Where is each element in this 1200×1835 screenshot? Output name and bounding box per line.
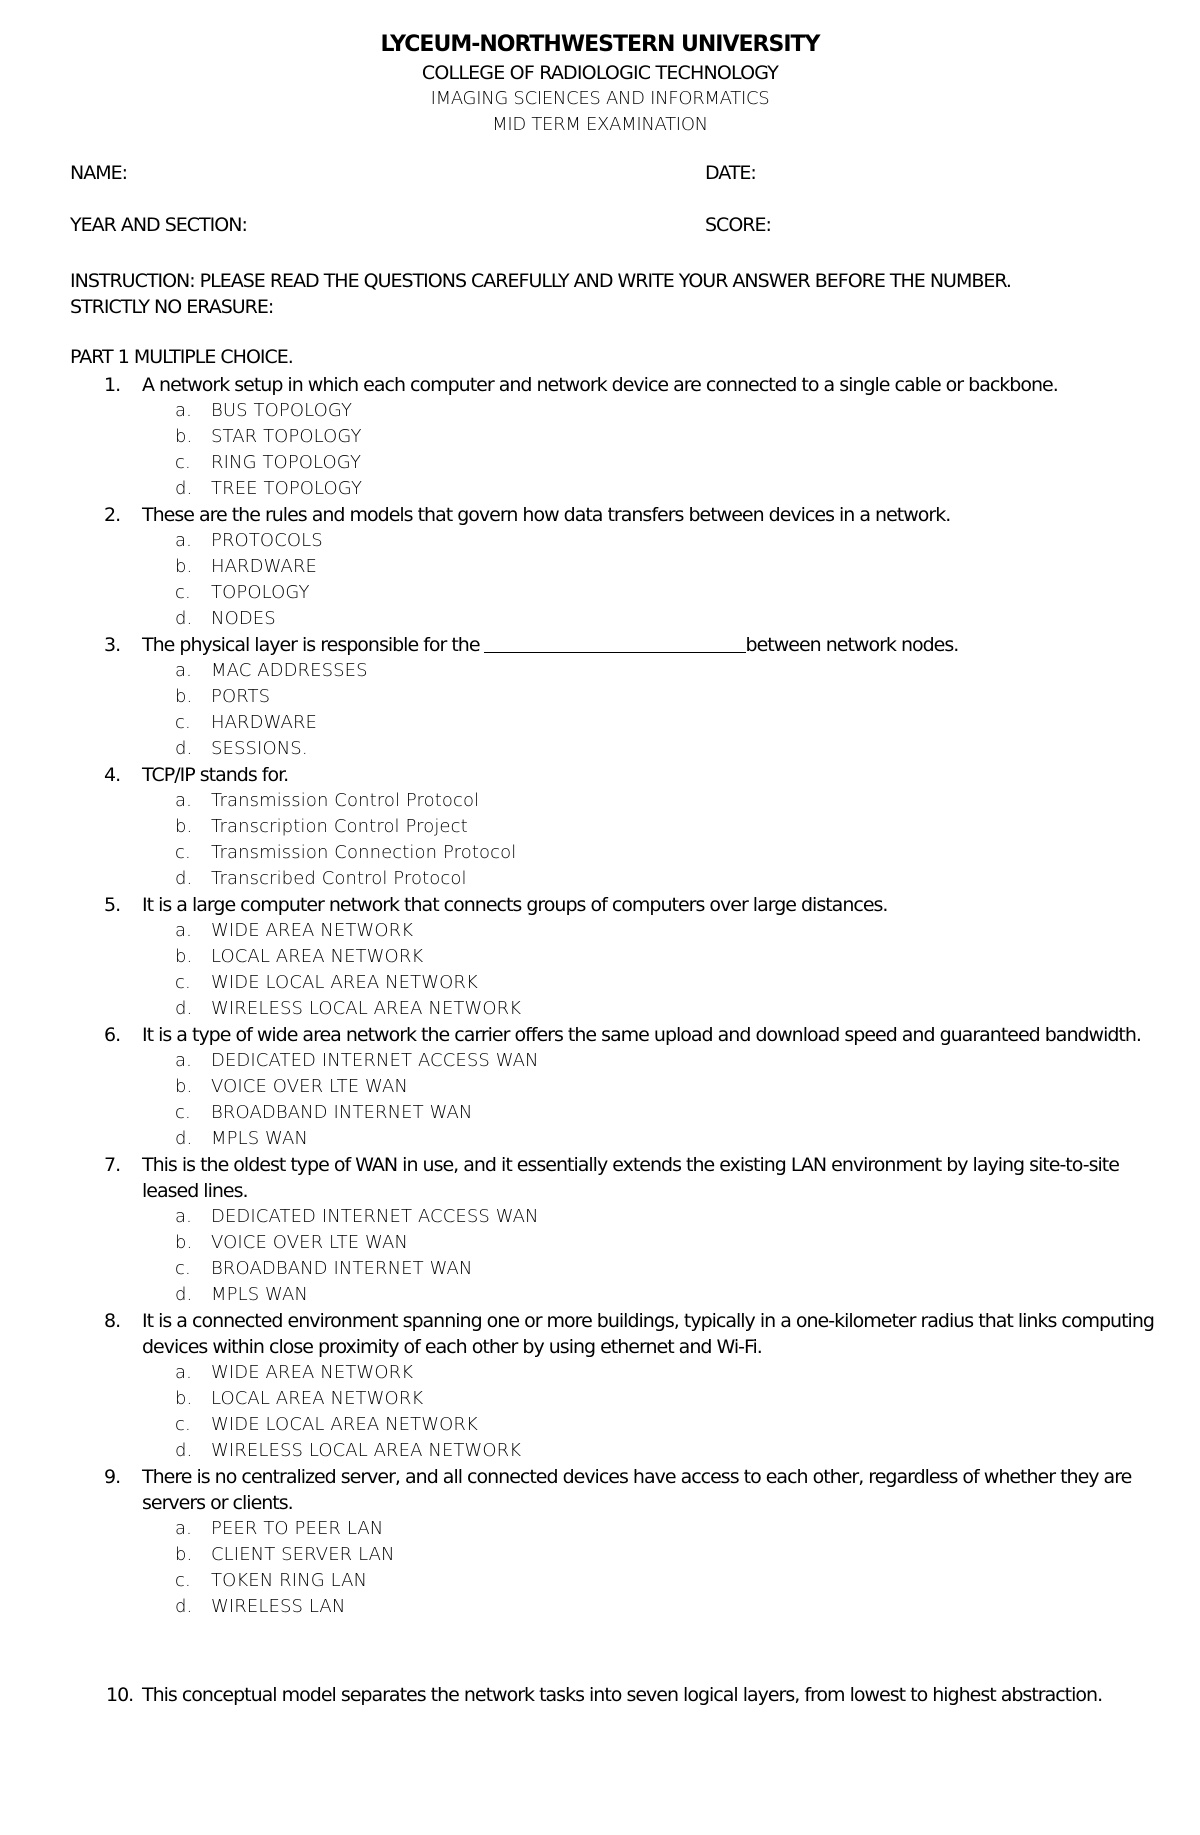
option-letter: c. [175,1102,191,1123]
option-c [70,970,1160,996]
option-text: DEDICATED INTERNET ACCESS WAN [211,1050,539,1071]
option-text: WIDE LOCAL AREA NETWORK [211,972,478,993]
option-b [70,1386,1160,1412]
option-text: PORTS [211,686,271,707]
option-a [70,658,1160,684]
option-text: MPLS WAN [211,1284,308,1305]
option-letter: a. [175,530,192,551]
option-d [70,736,1160,762]
option-text: NODES [211,608,276,629]
option-letter: c. [175,972,191,993]
question-number: 2. [104,504,121,526]
question-text: TCP/IP stands for. [142,764,289,786]
question-number: 3. [104,634,121,656]
name-field-label: NAME: [70,162,128,184]
option-text: BROADBAND INTERNET WAN [211,1102,473,1123]
options-list [142,398,1160,502]
question-1 [70,372,1160,502]
option-letter: d. [175,738,193,759]
option-a [70,398,1160,424]
question-number: 7. [104,1154,121,1176]
option-letter: a. [175,1518,192,1539]
option-text: MAC ADDRESSES [211,660,368,681]
field-row-1 [70,162,1150,214]
question-text: A network setup in which each computer and network device are connected to a single cable or backbone. [142,374,1058,396]
question-number: 4. [104,764,121,786]
option-c [70,450,1160,476]
options-list [142,1360,1160,1464]
option-a [70,1048,1160,1074]
option-a [70,1204,1160,1230]
option-text: WIDE LOCAL AREA NETWORK [211,1414,478,1435]
options-list [142,658,1160,762]
instruction-line-1: INSTRUCTION: PLEASE READ THE QUESTIONS CAREFULLY AND WRITE YOUR ANSWER BEFORE THE NUMBER. [70,270,1011,292]
option-d [70,866,1160,892]
option-letter: c. [175,1570,191,1591]
option-a [70,1360,1160,1386]
option-letter: a. [175,400,192,421]
options-list [142,788,1160,892]
spacer [70,1620,1160,1682]
option-letter: a. [175,790,192,811]
option-letter: c. [175,582,191,603]
option-c [70,1568,1160,1594]
option-c [70,1256,1160,1282]
university-name: LYCEUM-NORTHWESTERN UNIVERSITY [380,32,820,57]
option-letter: b. [175,816,193,837]
option-letter: b. [175,1076,193,1097]
option-text: RING TOPOLOGY [211,452,362,473]
option-c [70,1100,1160,1126]
question-number: 5. [104,894,121,916]
option-text: MPLS WAN [211,1128,308,1149]
date-field-label: DATE: [705,162,756,184]
option-text: VOICE OVER LTE WAN [211,1076,408,1097]
option-b [70,1074,1160,1100]
option-a [70,918,1160,944]
option-letter: b. [175,1388,193,1409]
option-text: WIRELESS LOCAL AREA NETWORK [211,1440,522,1461]
option-d [70,1594,1160,1620]
option-text: LOCAL AREA NETWORK [211,1388,424,1409]
option-letter: c. [175,842,191,863]
question-text: It is a large computer network that connects groups of computers over large distances. [142,894,888,916]
question-7 [70,1152,1160,1308]
option-text: HARDWARE [211,712,318,733]
option-letter: d. [175,608,193,629]
question-5 [70,892,1160,1022]
question-number: 1. [104,374,121,396]
option-d [70,606,1160,632]
option-text: TOKEN RING LAN [211,1570,368,1591]
part-heading: PART 1 MULTIPLE CHOICE. [70,346,293,368]
options-list [142,1516,1160,1620]
options-list [142,918,1160,1022]
option-a [70,528,1160,554]
question-text: There is no centralized server, and all connected devices have access to each other, regardless of whether they are servers or clients. [142,1466,1132,1514]
score-field-label: SCORE: [705,214,771,236]
question-8 [70,1308,1160,1464]
option-letter: a. [175,1362,192,1383]
option-letter: a. [175,660,192,681]
year-section-field-label: YEAR AND SECTION: [70,214,247,236]
option-text: BUS TOPOLOGY [211,400,353,421]
question-text: This is the oldest type of WAN in use, and it essentially extends the existing LAN environment by laying site-to-site leased lines. [142,1154,1119,1202]
exam-title: MID TERM EXAMINATION [492,114,708,135]
option-c [70,1412,1160,1438]
question-list [70,372,1160,1708]
option-text: PEER TO PEER LAN [211,1518,384,1539]
college-name: COLLEGE OF RADIOLOGIC TECHNOLOGY [421,62,779,84]
question-6 [70,1022,1160,1152]
question-text [142,632,1160,658]
question-text: It is a type of wide area network the carrier offers the same upload and download speed and guaranteed bandwidth. [142,1024,1141,1046]
option-text: SESSIONS. [211,738,308,759]
option-letter: b. [175,426,193,447]
option-b [70,944,1160,970]
question-2 [70,502,1160,632]
option-letter: b. [175,946,193,967]
option-letter: d. [175,868,193,889]
option-text: Transcribed Control Protocol [211,868,467,889]
options-list [142,1204,1160,1308]
option-c [70,710,1160,736]
option-text: BROADBAND INTERNET WAN [211,1258,473,1279]
option-text: VOICE OVER LTE WAN [211,1232,408,1253]
answer-blank-line [484,634,746,653]
option-letter: d. [175,478,193,499]
option-d [70,1438,1160,1464]
question-number: 10. [106,1684,134,1706]
option-d [70,1126,1160,1152]
options-list [142,1048,1160,1152]
question-9 [70,1464,1160,1620]
option-letter: b. [175,1232,193,1253]
option-d [70,996,1160,1022]
option-b [70,684,1160,710]
option-letter: d. [175,1440,193,1461]
option-text: DEDICATED INTERNET ACCESS WAN [211,1206,539,1227]
option-d [70,1282,1160,1308]
question-text-before-blank: The physical layer is responsible for the [142,634,480,656]
option-text: Transcription Control Project [211,816,468,837]
option-letter: a. [175,1050,192,1071]
student-fields [70,162,1150,266]
question-text-after-blank: between network nodes. [745,634,959,656]
option-letter: b. [175,1544,193,1565]
option-b [70,424,1160,450]
exam-header [0,30,1200,138]
option-text: Transmission Control Protocol [211,790,480,811]
option-b [70,1542,1160,1568]
question-4 [70,762,1160,892]
option-b [70,814,1160,840]
option-text: STAR TOPOLOGY [211,426,362,447]
option-letter: c. [175,1414,191,1435]
field-row-2 [70,214,1150,266]
option-letter: a. [175,920,192,941]
option-letter: b. [175,556,193,577]
question-number: 8. [104,1310,121,1332]
option-c [70,580,1160,606]
option-text: Transmission Connection Protocol [211,842,517,863]
option-letter: d. [175,1128,193,1149]
option-letter: b. [175,686,193,707]
option-text: HARDWARE [211,556,318,577]
option-letter: d. [175,998,193,1019]
option-b [70,1230,1160,1256]
option-text: WIDE AREA NETWORK [211,920,414,941]
option-letter: c. [175,712,191,733]
option-text: TOPOLOGY [211,582,310,603]
option-c [70,840,1160,866]
question-number: 6. [104,1024,121,1046]
question-text: These are the rules and models that govern how data transfers between devices in a network. [142,504,951,526]
option-letter: d. [175,1284,193,1305]
option-a [70,788,1160,814]
options-list [142,528,1160,632]
question-10 [70,1682,1160,1708]
option-b [70,554,1160,580]
question-text: This conceptual model separates the network tasks into seven logical layers, from lowest to highest abstraction. [142,1684,1103,1706]
question-3 [70,632,1160,762]
option-letter: d. [175,1596,193,1617]
instruction-line-2: STRICTLY NO ERASURE: [70,296,274,318]
option-letter: c. [175,1258,191,1279]
option-letter: c. [175,452,191,473]
instructions [70,268,1150,320]
option-letter: a. [175,1206,192,1227]
question-number: 9. [104,1466,121,1488]
option-text: CLIENT SERVER LAN [211,1544,395,1565]
option-d [70,476,1160,502]
option-text: WIRELESS LOCAL AREA NETWORK [211,998,522,1019]
option-text: TREE TOPOLOGY [211,478,363,499]
option-text: PROTOCOLS [211,530,323,551]
option-text: WIRELESS LAN [211,1596,346,1617]
option-text: WIDE AREA NETWORK [211,1362,414,1383]
question-text: It is a connected environment spanning one or more buildings, typically in a one-kilometer radius that links computing devices within close proximity of each other by using ethernet and Wi-Fi. [142,1310,1154,1358]
course-name: IMAGING SCIENCES AND INFORMATICS [430,88,770,109]
option-text: LOCAL AREA NETWORK [211,946,424,967]
option-a [70,1516,1160,1542]
